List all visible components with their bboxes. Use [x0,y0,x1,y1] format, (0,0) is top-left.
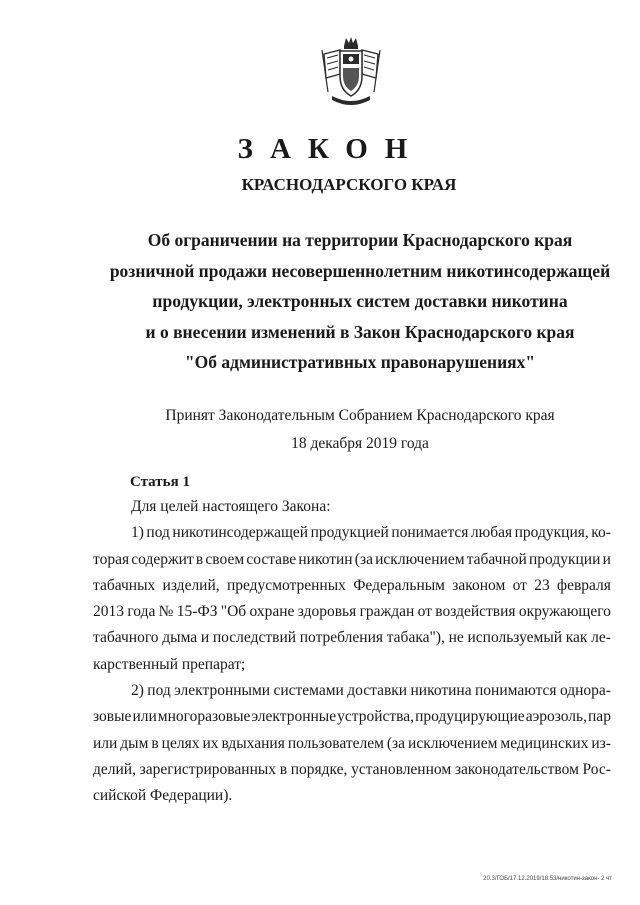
paragraph-line: карственный препарат; [93,655,246,673]
coat-of-arms-icon [318,36,384,110]
paragraph-line: табачного дыма и последствий потребления табака"), не используемый как ле- [93,629,611,647]
paragraph-line: сийской Федерации). [93,787,233,805]
title-line: продукции, электронных систем доставки никотина [152,291,568,311]
paragraph-line: 2) под электронными системами доставки никотина понимаются однора- [131,682,611,700]
law-title [100,225,620,378]
paragraph-line: 2013 года № 15-ФЗ "Об охране здоровья граждан от воздействия окружающего [93,603,611,621]
paragraph-line: или дым в целях их вдыхания пользователем (за исключением медицинских из- [93,734,611,752]
paragraph-line: торая содержит в своем составе никотин (за исключением табачной продукции и [93,550,611,568]
article-body [93,494,611,810]
title-line: розничной продажи несовершеннолетним никотинсодержащей [109,260,611,281]
paragraph-line: зовые или многоразовые электронные устройства, продуцирующие аэрозоль, пар [93,708,611,726]
title-line: Об ограничении на территории Краснодарского края [147,230,573,250]
adoption-body: Принят Законодательным Собранием Краснодарского края [165,407,555,424]
adoption-date: 18 декабря 2019 года [291,435,429,452]
law-region: КРАСНОДАРСКОГО КРАЯ [241,175,457,194]
paragraph-line: делий, зарегистрированных в порядке, установленном законодательством Рос- [93,760,611,778]
title-line: и о внесении изменений в Закон Краснодарского края [145,321,575,342]
title-line: "Об административных правонарушениях" [184,352,536,372]
paragraph-line: 1) под никотинсодержащей продукцией понимается любая продукция, ко- [131,524,611,542]
article-heading: Статья 1 [130,474,190,490]
article-intro: Для целей настоящего Закона: [131,498,331,515]
document-code: 20.3/ГОБ/17.12.2019/18:53/никотин-закон- 2 чт [483,876,612,882]
law-heading: ЗАКОН [237,133,425,165]
paragraph-line: табачных изделий, предусмотренных Федеральным законом от 23 февраля [93,576,611,594]
adoption-note [100,402,620,458]
